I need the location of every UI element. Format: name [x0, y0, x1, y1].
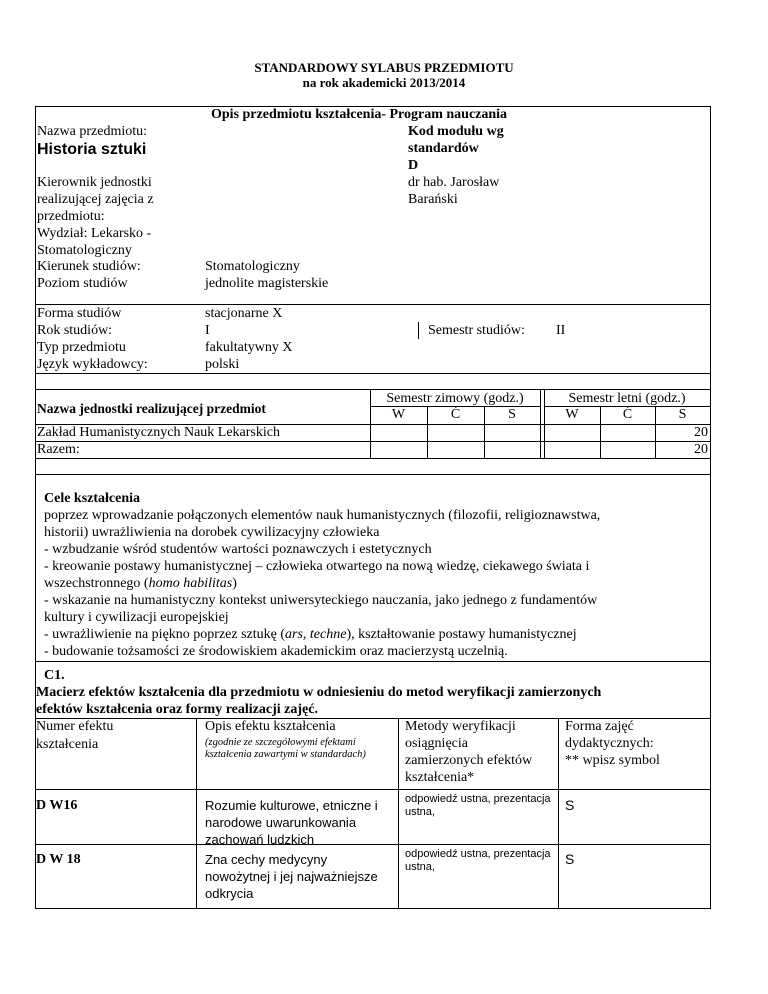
col-header-metody: zamierzonych efektów	[405, 753, 533, 768]
cele-line: - budowanie tożsamości ze środowiskiem akademickim oraz macierzystą uczelnią.	[44, 644, 508, 659]
kierownik-label: Kierownik jednostki	[37, 175, 152, 190]
typ-value: fakultatywny X	[205, 340, 293, 355]
kierunek-value: Stomatologiczny	[205, 259, 300, 274]
document-subtitle: na rok akademicki 2013/2014	[302, 75, 466, 90]
zimowy-heading: Semestr zimowy (godz.)	[386, 391, 524, 406]
poziom-label: Poziom studiów	[37, 276, 128, 291]
cele-line: - kreowanie postawy humanistycznej – człowieka otwartego na nową wiedzę, ciekawego świata i	[44, 559, 590, 574]
wydzial-label: Stomatologiczny	[37, 243, 132, 258]
cell-border	[35, 458, 711, 459]
row-forma: S	[565, 851, 575, 867]
cell-border	[600, 406, 601, 459]
kod-value: D	[408, 158, 419, 173]
row-desc: Zna cechy medycyny nowożytnej i jej najważniejsze odkrycia	[205, 852, 378, 901]
cell-border	[484, 406, 485, 459]
letni-heading: Semestr letni (godz.)	[568, 391, 686, 406]
kierownik-label: realizującej zajęcia z	[37, 192, 154, 207]
jednostka-s-letni: 20	[694, 425, 708, 440]
rok-label: Rok studiów:	[37, 323, 113, 338]
cell-border	[35, 789, 711, 790]
cell-border	[398, 718, 399, 908]
col-c-zimowy: Ć	[450, 407, 461, 422]
nazwa-value: Historia sztuki	[37, 141, 147, 158]
semestr-value: II	[556, 323, 566, 338]
section-divider	[35, 373, 711, 374]
col-header-forma: Forma zajęć	[565, 719, 634, 734]
col-header-opis-note: (zgodnie ze szczegółowymi efektami kształcenia zawartymi w standardach)	[205, 737, 366, 760]
razem-s-letni: 20	[694, 442, 708, 457]
table-border	[35, 106, 36, 475]
col-header-forma: ** wpisz symbol	[565, 753, 660, 768]
jednostka-heading: Nazwa jednostki realizującej przedmiot	[37, 401, 266, 416]
col-header-metody: kształcenia*	[405, 770, 475, 785]
cele-line: wszechstronnego (homo habilitas)	[44, 576, 237, 591]
cell-border	[558, 718, 559, 908]
col-header-forma: dydaktycznych:	[565, 736, 654, 751]
cell-border	[35, 474, 711, 475]
forma-value: stacjonarne X	[205, 306, 283, 321]
row-num: D W 18	[36, 852, 81, 867]
col-header-opis: Opis efektu kształcenia	[205, 719, 336, 734]
col-s-zimowy: S	[508, 407, 516, 422]
cell-border	[370, 406, 540, 407]
col-header-metody: osiągnięcia	[405, 736, 468, 751]
cele-line: historii) uwrażliwienia na dorobek cywilizacyjny człowieka	[44, 525, 380, 540]
razem-label: Razem:	[37, 442, 80, 457]
opis-heading: Opis przedmiotu kształcenia- Program nauczania	[211, 107, 508, 122]
col-header-numer: Numer efektu	[36, 719, 114, 734]
rok-value: I	[205, 323, 210, 338]
semestr-label: Semestr studiów:	[428, 323, 525, 338]
cele-heading: Cele kształcenia	[44, 491, 141, 506]
kierunek-label: Kierunek studiów:	[37, 259, 141, 274]
typ-label: Typ przedmiotu	[37, 340, 126, 355]
kod-label: standardów	[408, 141, 479, 156]
col-c-letni: Ć	[622, 407, 633, 422]
c1-label: C1.	[44, 668, 65, 683]
cell-border	[427, 406, 428, 459]
wydzial-label: Wydział: Lekarsko -	[37, 226, 152, 241]
col-header-metody: Metody weryfikacji	[405, 719, 516, 734]
cell-border	[418, 322, 419, 339]
cele-line: - uwrażliwienie na piękno poprzez sztukę (ars, techne), kształtowanie postawy humanistycznej	[44, 627, 577, 642]
kierownik-value: dr hab. Jarosław	[408, 175, 500, 190]
cele-line: poprzez wprowadzanie połączonych elementów nauk humanistycznych (filozofii, religioznawstwa,	[44, 508, 601, 523]
cele-line: kultury i cywilizacji europejskiej	[44, 610, 229, 625]
cell-border	[35, 718, 711, 719]
forma-label: Forma studiów	[37, 306, 122, 321]
kod-label: Kod modułu wg	[408, 124, 504, 139]
macierz-heading: Macierz efektów kształcenia dla przedmiotu w odniesieniu do metod weryfikacji zamierzonych	[36, 685, 602, 700]
cell-border	[196, 718, 197, 908]
jezyk-value: polski	[205, 357, 240, 372]
cell-border	[35, 908, 711, 909]
kierownik-label: przedmiotu:	[37, 209, 105, 224]
row-desc: Rozumie kulturowe, etniczne i narodowe uwarunkowania zachowań ludzkich	[205, 798, 378, 847]
cele-line: - wzbudzanie wśród studentów wartości poznawczych i estetycznych	[44, 542, 432, 557]
cell-border	[35, 441, 711, 442]
kierownik-value: Barański	[408, 192, 458, 207]
cele-line: - wskazanie na humanistyczny kontekst uniwersyteckiego nauczania, jako jednego z fundamentów	[44, 593, 598, 608]
poziom-value: jednolite magisterskie	[205, 276, 329, 291]
row-metoda: odpowiedź ustna, prezentacja ustna,	[405, 848, 551, 873]
section-divider	[35, 661, 711, 662]
jezyk-label: Język wykładowcy:	[37, 357, 148, 372]
row-metoda: odpowiedź ustna, prezentacja ustna,	[405, 793, 551, 818]
col-w-letni: W	[565, 407, 579, 422]
document-title: STANDARDOWY SYLABUS PRZEDMIOTU	[254, 60, 514, 75]
col-s-letni: S	[678, 407, 687, 422]
cell-border	[544, 406, 710, 407]
nazwa-label: Nazwa przedmiotu:	[37, 124, 148, 139]
row-num: D W16	[36, 798, 78, 813]
col-w-zimowy: W	[391, 407, 406, 422]
table-border	[710, 106, 711, 475]
macierz-heading: efektów kształcenia oraz formy realizacji zajęć.	[36, 702, 318, 717]
jednostka-name: Zakład Humanistycznych Nauk Lekarskich	[37, 425, 280, 440]
section-divider	[35, 304, 711, 305]
col-header-numer: kształcenia	[36, 737, 99, 752]
row-forma: S	[565, 797, 575, 813]
